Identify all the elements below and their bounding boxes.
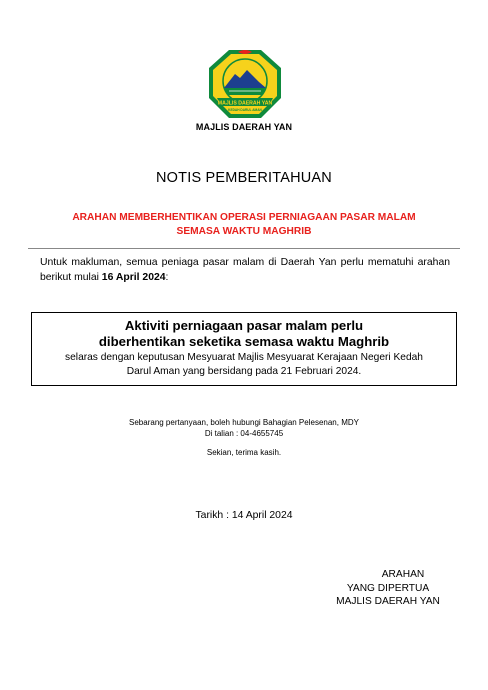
intro-end: : [165,271,169,283]
signature-line3: MAJLIS DAERAH YAN [336,596,440,607]
phone-number: Di talian : 04-4655745 [204,429,284,438]
directive-heading [32,318,456,350]
majlis-daerah-yan-crest-icon [207,48,283,120]
directive-body-line1: selaras dengan keputusan Mesyuarat Majlis Mesyuarat Kerajaan Negeri Kedah [65,352,423,363]
notice-title: NOTIS PEMBERITAHUAN [156,170,332,186]
notice-subtitle-line1: ARAHAN MEMBERHENTIKAN OPERASI PERNIAGAAN PASAR MALAM [72,212,416,223]
signature-line2: YANG DIPERTUA [346,582,430,594]
enquiry-block [0,417,488,439]
directive-box [31,312,457,386]
notice-subtitle-line2: SEMASA WAKTU MAGHRIB [176,226,312,237]
divider [28,248,460,249]
intro-text: Untuk makluman, semua peniaga pasar malam di Daerah Yan perlu mematuhi arahan berikut mulai [40,257,450,283]
directive-body [32,351,456,378]
enquiry-text: Sebarang pertanyaan, boleh hubungi Bahagian Pelesenan, MDY [129,418,359,427]
directive-heading-line2: diberhentikan seketika semasa waktu Maghrib [98,334,390,349]
organization-logo [207,48,283,120]
logo-subtext: KEDAH DARUL AMAN [228,108,262,112]
directive-heading-line1: Aktiviti perniagaan pasar malam perlu [124,318,364,333]
notice-subtitle [0,211,488,239]
notice-date: Tarikh : 14 April 2024 [195,510,293,521]
thanks-text: Sekian, terima kasih. [206,448,282,457]
intro-date: 16 April 2024 [101,271,166,283]
signature-line1: ARAHAN [381,569,425,580]
intro-paragraph [40,256,450,285]
directive-body-line2: Darul Aman yang bersidang pada 21 Februari 2024. [126,365,362,377]
logo-text: MAJLIS DAERAH YAN [217,100,273,107]
signature-block [308,568,468,609]
organization-name: MAJLIS DAERAH YAN [195,122,293,132]
